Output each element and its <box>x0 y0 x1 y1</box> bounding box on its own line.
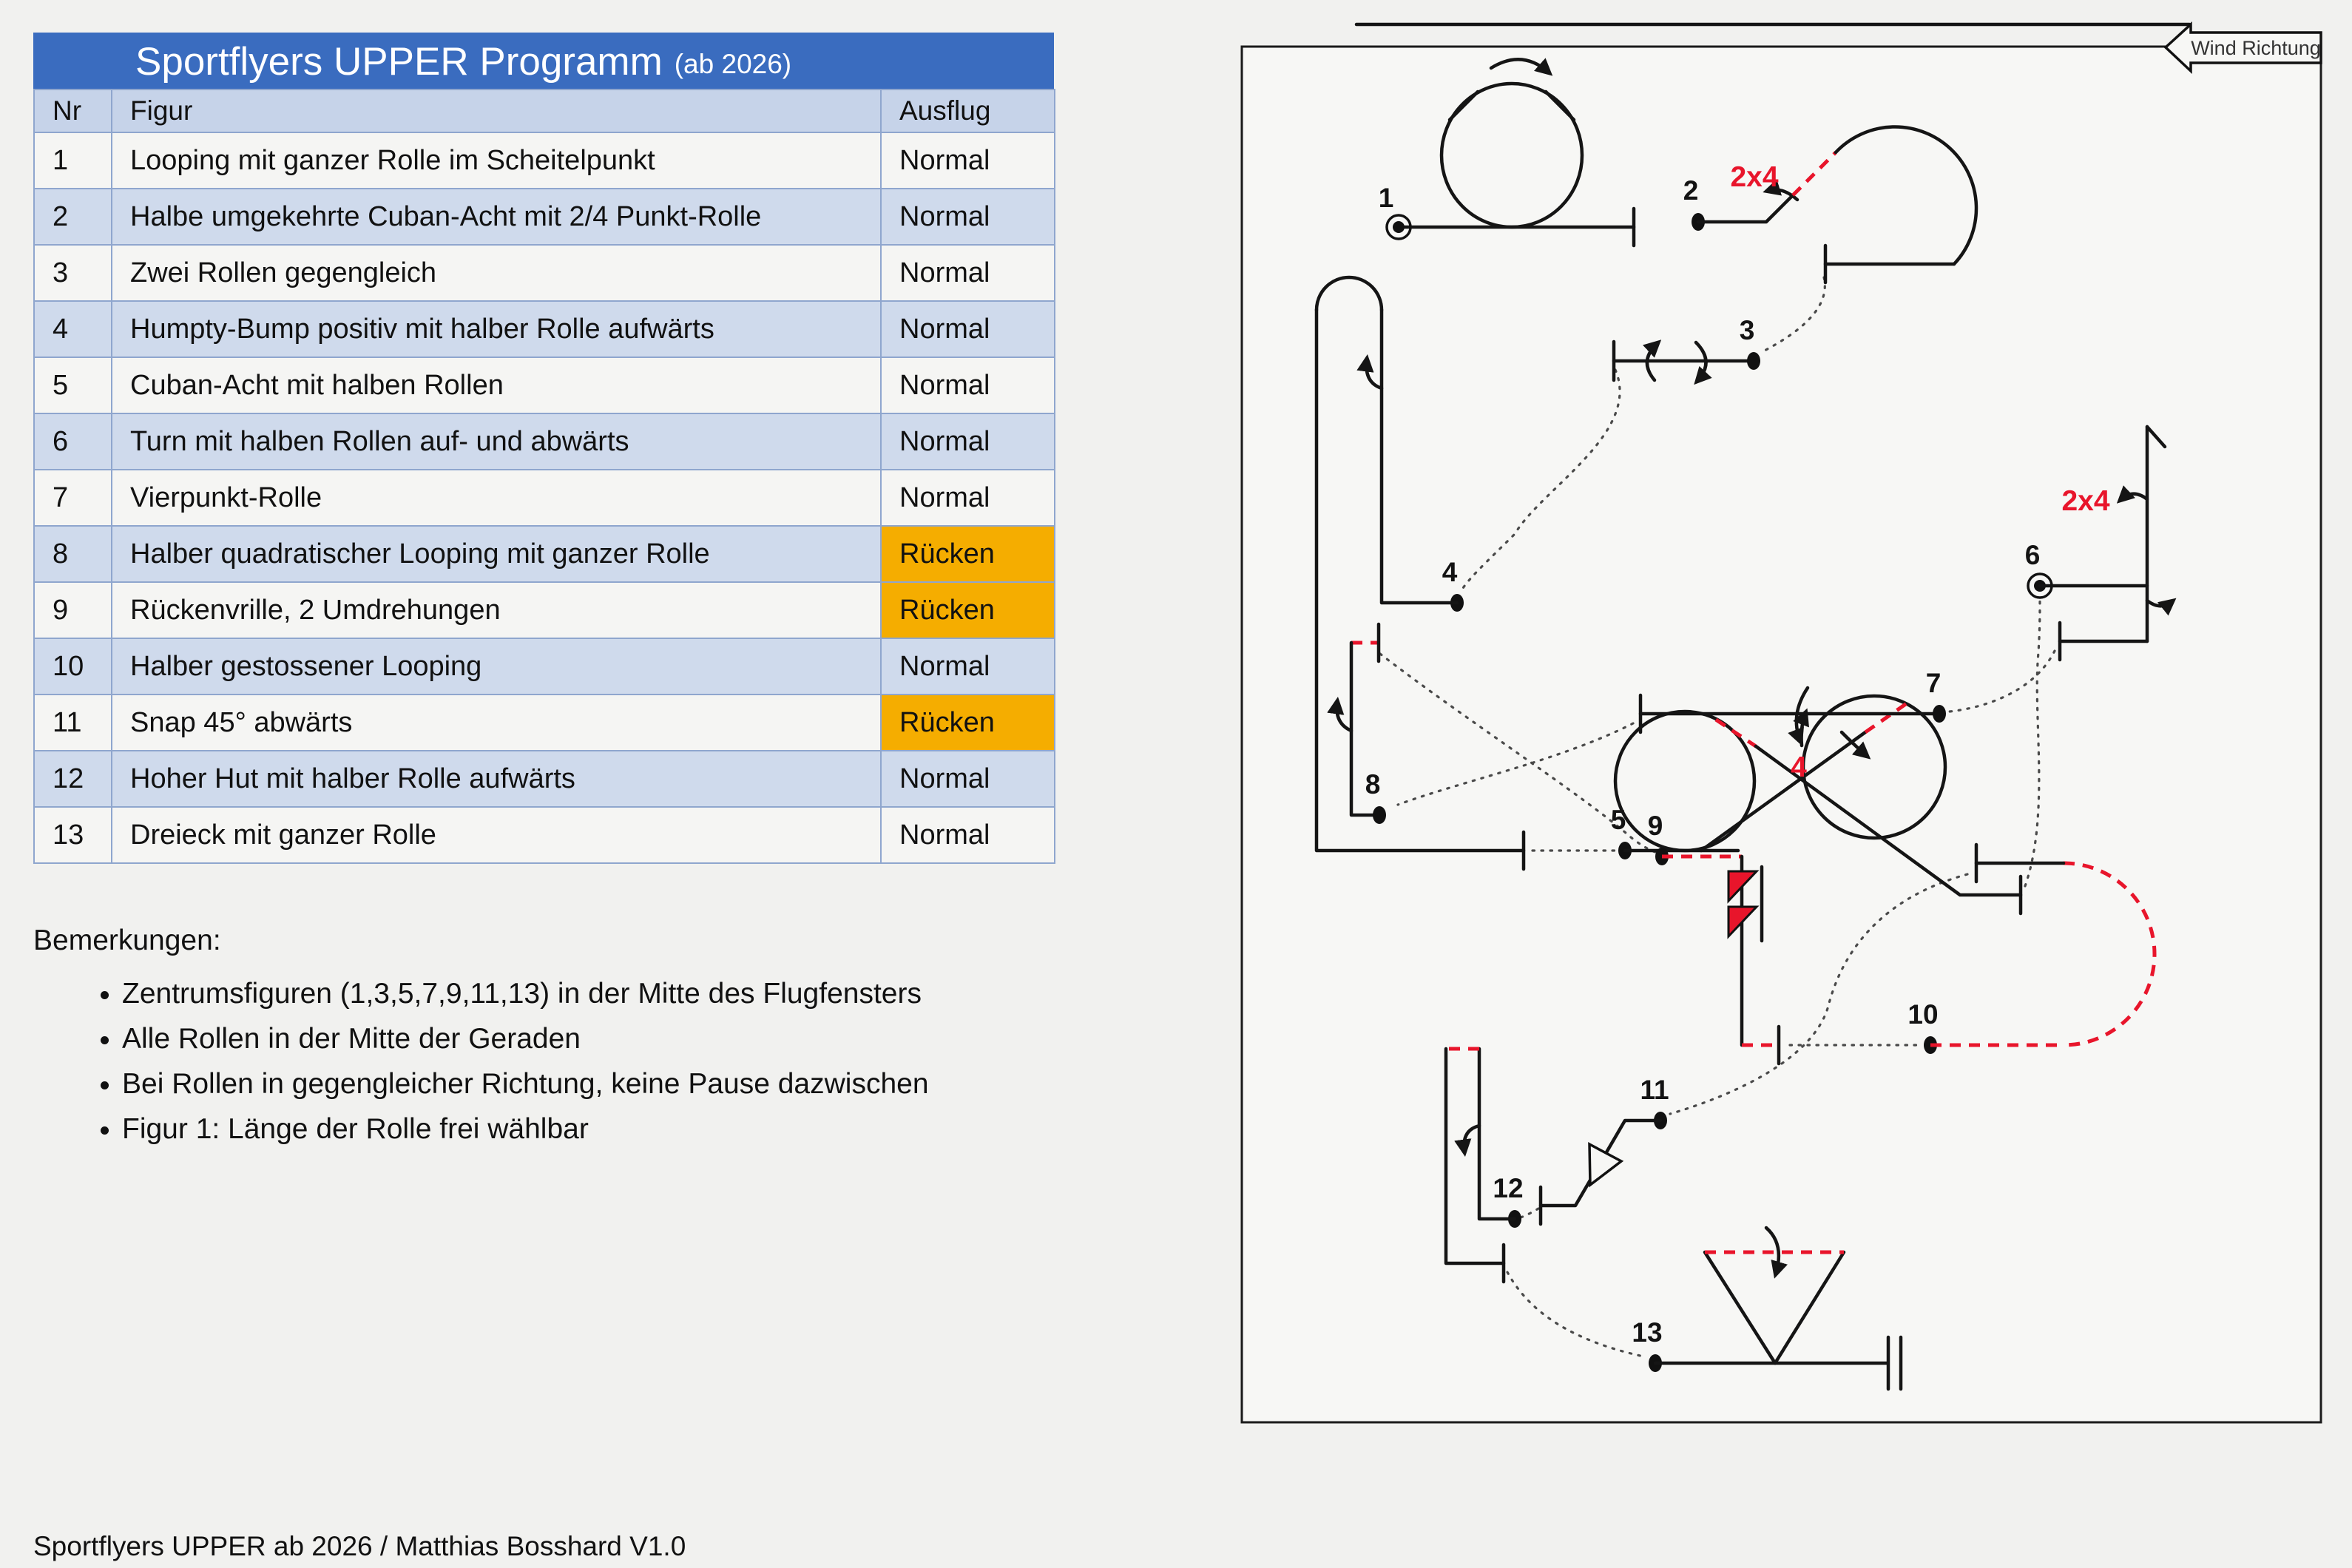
roll-annotation: 2x4 <box>1730 161 1779 193</box>
cell-fig: Vierpunkt-Rolle <box>112 470 881 526</box>
cell-ausflug: Normal <box>881 301 1055 357</box>
table-row <box>34 751 1055 807</box>
figure-label: 4 <box>1442 557 1458 587</box>
table-row <box>34 582 1055 638</box>
table-row <box>34 301 1055 357</box>
cell-ausflug: Normal <box>881 132 1055 189</box>
table-row <box>34 470 1055 526</box>
cell-ausflug: Normal <box>881 638 1055 695</box>
cell-fig: Rückenvrille, 2 Umdrehungen <box>112 582 881 638</box>
cell-nr: 7 <box>34 470 112 526</box>
table-row <box>34 357 1055 413</box>
figure-label: 8 <box>1365 769 1381 800</box>
cell-nr: 13 <box>34 807 112 863</box>
wind-label: Wind Richtung <box>2191 37 2321 59</box>
cell-nr: 4 <box>34 301 112 357</box>
program-table <box>33 33 1054 864</box>
cell-nr: 6 <box>34 413 112 470</box>
figure-label: 2 <box>1683 175 1699 206</box>
cell-fig: Looping mit ganzer Rolle im Scheitelpunkt <box>112 132 881 189</box>
cell-ausflug: Rücken <box>881 582 1055 638</box>
remarks-section <box>33 925 929 1158</box>
column-header-figur: Figur <box>112 89 881 132</box>
table-row <box>34 638 1055 695</box>
table-row <box>34 245 1055 301</box>
cell-fig: Cuban-Acht mit halben Rollen <box>112 357 881 413</box>
table-header-row <box>34 89 1055 132</box>
figure-table <box>33 89 1055 864</box>
remark-item: • Alle Rollen in der Mitte der Geraden <box>122 1023 929 1055</box>
figure-label: 11 <box>1640 1075 1669 1105</box>
cell-ausflug: Normal <box>881 807 1055 863</box>
cell-fig: Halbe umgekehrte Cuban-Acht mit 2/4 Punkt-Rolle <box>112 189 881 245</box>
cell-nr: 5 <box>34 357 112 413</box>
figure-label: 6 <box>2024 540 2041 570</box>
column-header-nr: Nr <box>34 89 112 132</box>
figure-label: 12 <box>1493 1173 1524 1203</box>
cell-fig: Zwei Rollen gegengleich <box>112 245 881 301</box>
cell-nr: 11 <box>34 695 112 751</box>
cell-fig: Humpty-Bump positiv mit halber Rolle aufwärts <box>112 301 881 357</box>
remark-item: • Figur 1: Länge der Rolle frei wählbar <box>122 1113 929 1146</box>
figure-label: 5 <box>1610 805 1626 835</box>
cell-ausflug: Rücken <box>881 695 1055 751</box>
cell-nr: 1 <box>34 132 112 189</box>
cell-nr: 8 <box>34 526 112 582</box>
cell-fig: Turn mit halben Rollen auf- und abwärts <box>112 413 881 470</box>
cell-nr: 9 <box>34 582 112 638</box>
table-row <box>34 526 1055 582</box>
figure-label: 7 <box>1925 668 1942 698</box>
column-header-ausflug: Ausflug <box>881 89 1055 132</box>
cell-nr: 10 <box>34 638 112 695</box>
cell-fig: Snap 45° abwärts <box>112 695 881 751</box>
table-row <box>34 189 1055 245</box>
table-title-text: Sportflyers UPPER Programm <box>135 39 663 84</box>
diagram-border <box>1242 47 2321 1422</box>
cell-ausflug: Normal <box>881 751 1055 807</box>
roll-annotation: 2x4 <box>2061 485 2110 517</box>
cell-nr: 2 <box>34 189 112 245</box>
page-footer: Sportflyers UPPER ab 2026 / Matthias Bosshard V1.0 <box>33 1531 686 1561</box>
flight-diagram <box>1228 15 2352 1435</box>
table-row <box>34 413 1055 470</box>
roll-annotation: 4 <box>1791 751 1807 783</box>
figure-label: 3 <box>1739 315 1755 345</box>
cell-ausflug: Normal <box>881 189 1055 245</box>
cell-fig: Hoher Hut mit halber Rolle aufwärts <box>112 751 881 807</box>
figure-label: 9 <box>1647 811 1663 841</box>
cell-nr: 3 <box>34 245 112 301</box>
remark-item: • Zentrumsfiguren (1,3,5,7,9,11,13) in der Mitte des Flugfensters <box>122 978 929 1010</box>
table-row <box>34 807 1055 863</box>
cell-fig: Halber gestossener Looping <box>112 638 881 695</box>
cell-ausflug: Normal <box>881 245 1055 301</box>
cell-nr: 12 <box>34 751 112 807</box>
cell-fig: Halber quadratischer Looping mit ganzer Rolle <box>112 526 881 582</box>
table-row <box>34 132 1055 189</box>
cell-fig: Dreieck mit ganzer Rolle <box>112 807 881 863</box>
table-body <box>34 132 1055 863</box>
figure-label: 1 <box>1378 183 1394 213</box>
cell-ausflug: Normal <box>881 357 1055 413</box>
table-title-suffix: (ab 2026) <box>674 49 792 79</box>
cell-ausflug: Rücken <box>881 526 1055 582</box>
table-row <box>34 695 1055 751</box>
figure-label: 13 <box>1632 1317 1663 1348</box>
remarks-list <box>33 978 929 1146</box>
table-title <box>33 33 1054 89</box>
figure-label: 10 <box>1907 999 1939 1030</box>
remark-item: • Bei Rollen in gegengleicher Richtung, keine Pause dazwischen <box>122 1068 929 1101</box>
remarks-title: Bemerkungen: <box>33 925 221 956</box>
cell-ausflug: Normal <box>881 470 1055 526</box>
cell-ausflug: Normal <box>881 413 1055 470</box>
wind-arrow-icon <box>2166 24 2321 71</box>
